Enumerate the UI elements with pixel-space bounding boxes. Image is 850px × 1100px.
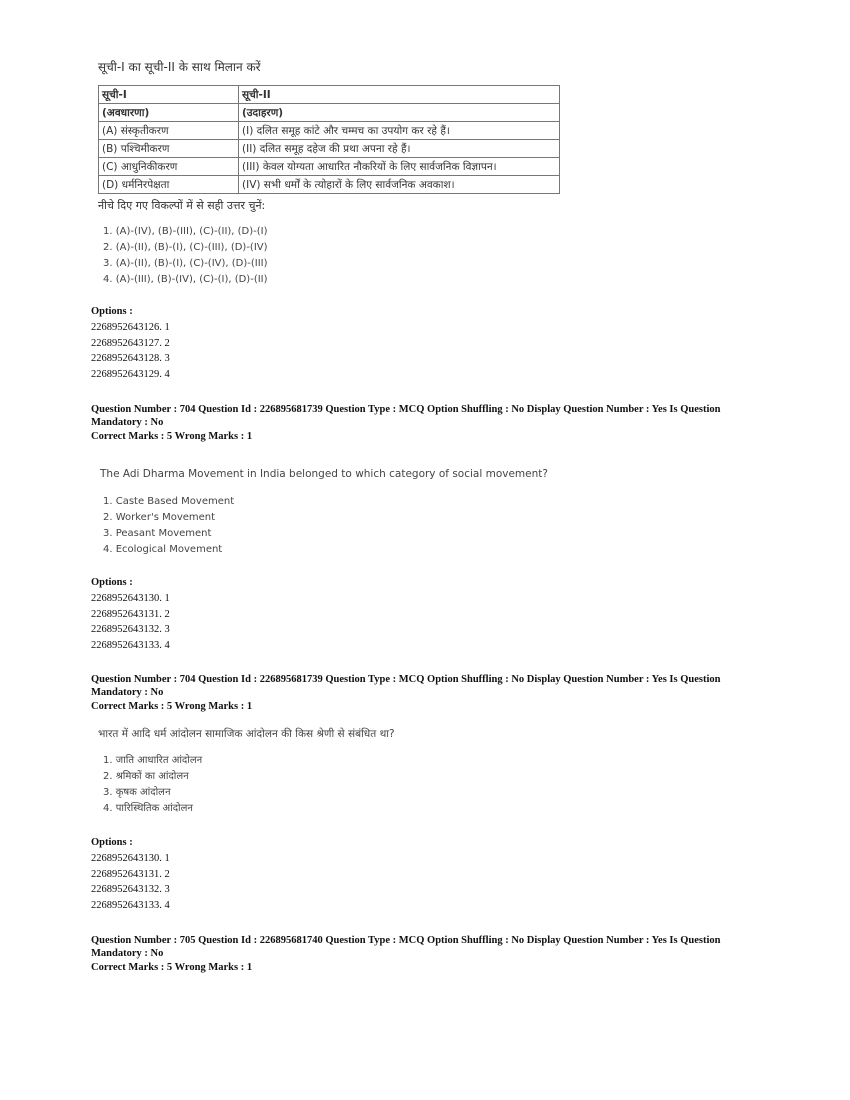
question-meta [91, 935, 751, 975]
answer-choice: 4. पारिस्थितिक आंदोलन [103, 803, 193, 814]
option-code: 2268952643130. 1 [91, 593, 170, 604]
answer-choice: 4. (A)-(III), (B)-(IV), (C)-(I), (D)-(II) [103, 274, 268, 285]
answer-choice: 2. (A)-(II), (B)-(I), (C)-(III), (D)-(IV) [103, 242, 268, 253]
answer-choice: 3. (A)-(II), (B)-(I), (C)-(IV), (D)-(III) [103, 258, 268, 269]
question-meta-line: Question Number : 704 Question Id : 226895681739 Question Type : MCQ Option Shuffling : No Display Question Number : Yes Is Question Mandatory : No [91, 404, 721, 428]
option-codes [91, 320, 170, 382]
option-code: 2268952643129. 4 [91, 368, 170, 380]
option-code: 2268952643128. 3 [91, 353, 170, 364]
question-meta-line: Question Number : 704 Question Id : 226895681739 Question Type : MCQ Option Shuffling : No Display Question Number : Yes Is Question Mandatory : No [91, 674, 721, 698]
options-label: Options : [91, 306, 133, 317]
marks-line: Correct Marks : 5 Wrong Marks : 1 [91, 431, 253, 442]
table-header-left: सूची-I [99, 86, 239, 104]
answer-choice: 1. (A)-(IV), (B)-(III), (C)-(II), (D)-(I) [103, 226, 268, 237]
table-subheader-left: (अवधारणा) [99, 104, 239, 122]
answer-choice: 2. श्रमिकों का आंदोलन [103, 771, 189, 782]
table-cell-right: (I) दलित समूह कांटे और चम्मच का उपयोग कर रहे हैं। [239, 122, 560, 140]
answer-choices [103, 224, 268, 288]
options-label: Options : [91, 837, 133, 848]
table-row [99, 122, 560, 140]
table-row [99, 176, 560, 194]
question-meta-line: Question Number : 705 Question Id : 226895681740 Question Type : MCQ Option Shuffling : No Display Question Number : Yes Is Question Mandatory : No [91, 935, 721, 959]
table-cell-left: (C) आधुनिकीकरण [99, 158, 239, 176]
answer-choice: 3. Peasant Movement [103, 528, 212, 539]
option-code: 2268952643132. 3 [91, 624, 170, 635]
options-label: Options : [91, 577, 133, 588]
question-text: The Adi Dharma Movement in India belonged to which category of social movement? [100, 468, 548, 480]
answer-choice: 4. Ecological Movement [103, 544, 223, 555]
table-cell-right: (IV) सभी धर्मों के त्योहारों के लिए सार्वजनिक अवकाश। [239, 176, 560, 194]
option-code: 2268952643131. 2 [91, 608, 170, 620]
table-cell-left: (B) पश्चिमीकरण [99, 140, 239, 158]
question-meta [91, 674, 751, 714]
choose-instruction: नीचे दिए गए विकल्पों में से सही उत्तर चुनें: [98, 199, 266, 212]
table-header-row [99, 86, 560, 104]
option-code: 2268952643133. 4 [91, 899, 170, 911]
table-row [99, 140, 560, 158]
answer-choices [103, 494, 234, 558]
table-subheader-row [99, 104, 560, 122]
match-table [98, 85, 560, 194]
option-code: 2268952643126. 1 [91, 322, 170, 333]
option-codes [91, 851, 170, 913]
match-instruction: सूची-I का सूची-II के साथ मिलान करें [98, 60, 261, 74]
option-code: 2268952643133. 4 [91, 639, 170, 651]
answer-choice: 3. कृषक आंदोलन [103, 787, 171, 798]
table-row [99, 158, 560, 176]
answer-choices [103, 753, 202, 817]
option-code: 2268952643132. 3 [91, 884, 170, 895]
question-meta [91, 404, 751, 444]
table-header-right: सूची-II [239, 86, 560, 104]
question-text: भारत में आदि धर्म आंदोलन सामाजिक आंदोलन की किस श्रेणी से संबंधित था? [98, 728, 395, 740]
answer-choice: 1. Caste Based Movement [103, 496, 235, 507]
option-codes [91, 591, 170, 653]
marks-line: Correct Marks : 5 Wrong Marks : 1 [91, 962, 253, 973]
answer-choice: 1. जाति आधारित आंदोलन [103, 755, 203, 766]
table-cell-right: (III) केवल योग्यता आधारित नौकरियों के लिए सार्वजनिक विज्ञापन। [239, 158, 560, 176]
option-code: 2268952643131. 2 [91, 868, 170, 880]
option-code: 2268952643130. 1 [91, 853, 170, 864]
marks-line: Correct Marks : 5 Wrong Marks : 1 [91, 701, 253, 712]
option-code: 2268952643127. 2 [91, 337, 170, 349]
answer-choice: 2. Worker's Movement [103, 512, 216, 523]
table-cell-right: (II) दलित समूह दहेज की प्रथा अपना रहे हैं। [239, 140, 560, 158]
table-cell-left: (A) संस्कृतीकरण [99, 122, 239, 140]
table-cell-left: (D) धर्मनिरपेक्षता [99, 176, 239, 194]
table-subheader-right: (उदाहरण) [239, 104, 560, 122]
